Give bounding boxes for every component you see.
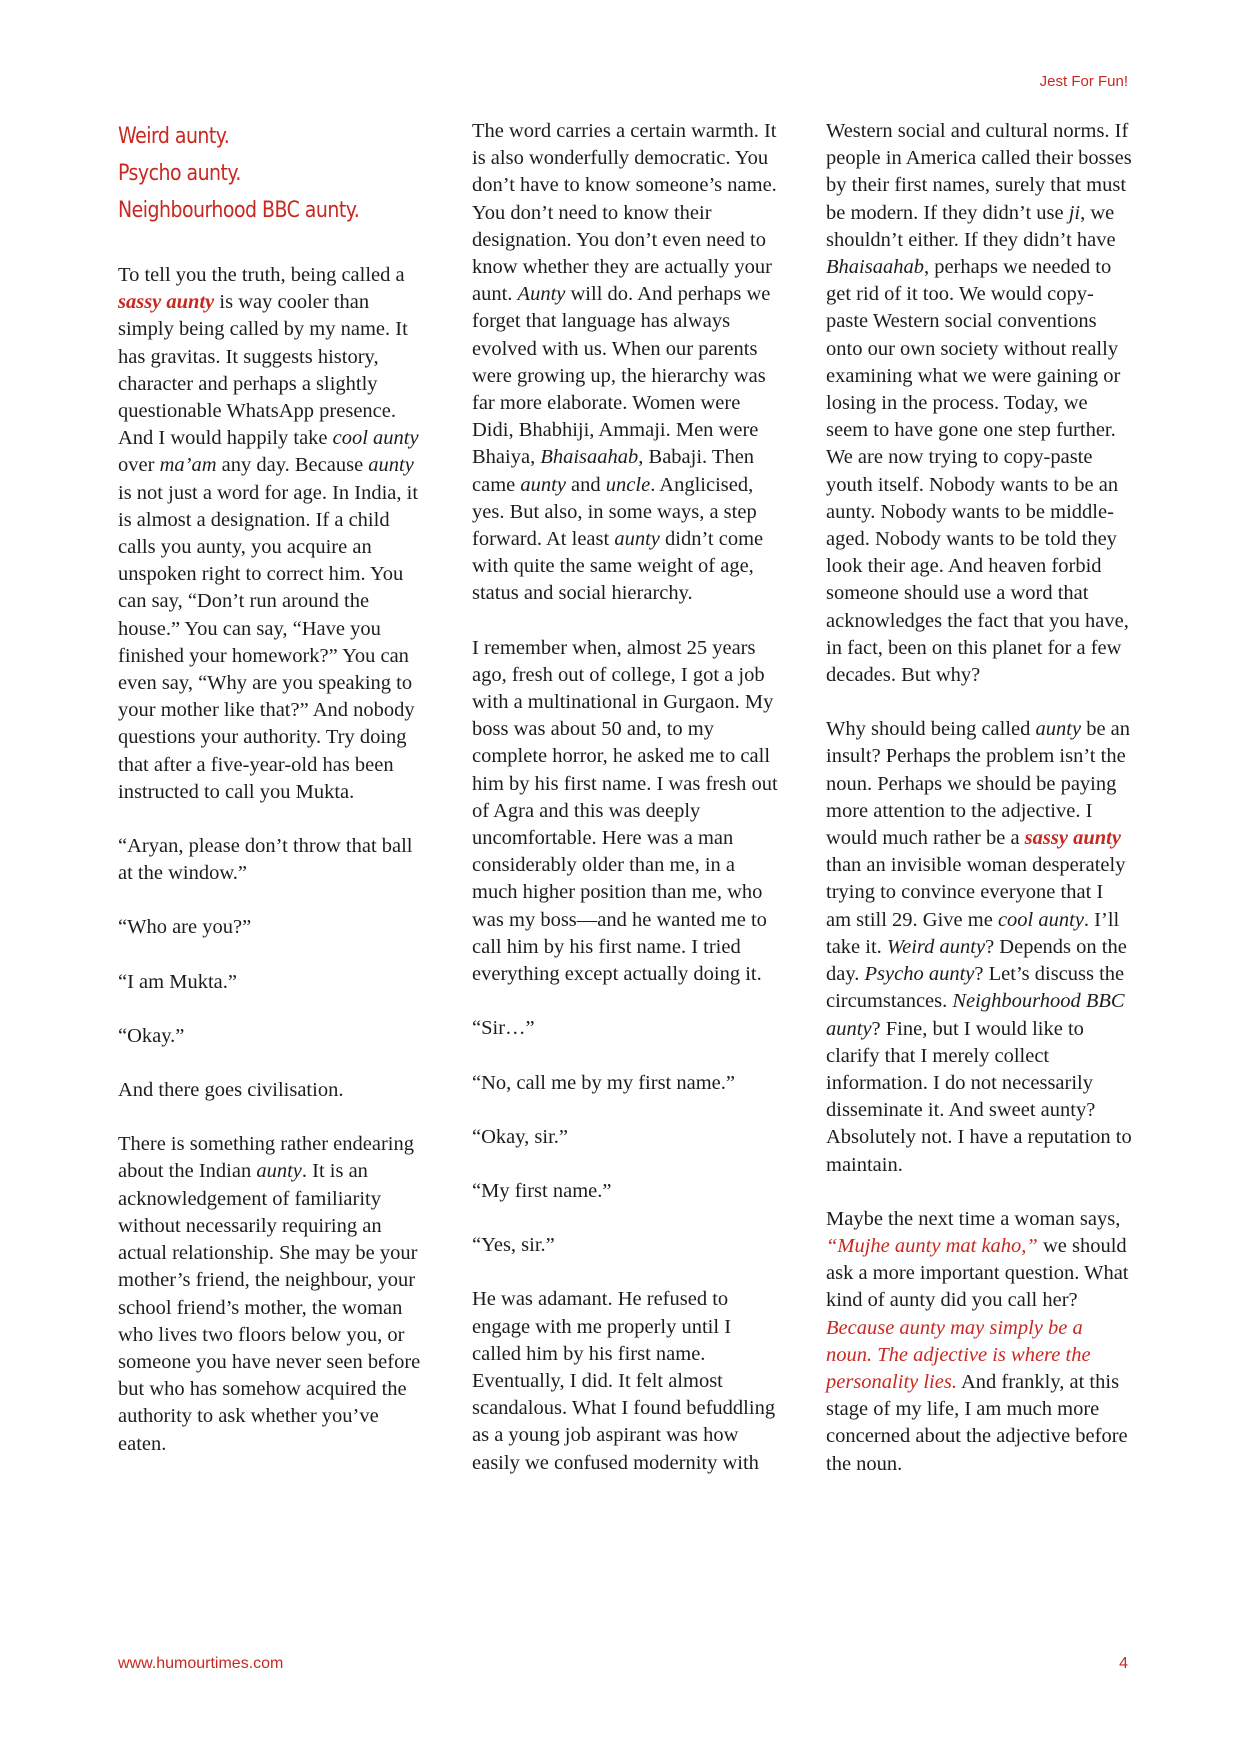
text-run: is way cooler than simply being called by my name. It has gravitas. It suggests history, character and perhaps a slightly questionable WhatsApp presence. And I would happily take: [118, 291, 408, 450]
italic-text: Weird aunty: [886, 935, 986, 958]
text-run: Why should being called: [826, 718, 1036, 741]
italic-text: uncle: [605, 473, 651, 496]
dialogue-line: “Okay, sir.”: [472, 1125, 569, 1148]
text-run: we should ask a more important question. What kind of aunty did you call her?: [826, 1234, 1129, 1312]
italic-text: ji: [1068, 201, 1081, 224]
paragraph: [472, 118, 778, 608]
italic-text: ma’am: [159, 454, 217, 477]
text-run: ? Depends on the day.: [826, 935, 1127, 986]
dialogue-line: “Sir…”: [472, 1017, 535, 1040]
text-run: And frankly, at this stage of my life, I am much more concerned about the adjective before the noun.: [826, 1370, 1128, 1475]
paragraph: [826, 716, 1132, 1178]
paragraph: And there goes civilisation.: [118, 1079, 344, 1102]
dialogue-line: “My first name.”: [472, 1179, 612, 1202]
text-run: ? Let’s discuss the circumstances.: [826, 963, 1125, 1013]
text-run: Western social and cultural norms. If people in America called their bosses by their first names, surely that must be modern. If they didn’t use: [826, 120, 1132, 224]
italic-text: aunty: [520, 473, 566, 496]
text-run: is not just a word for age. In India, it is almost a designation. If a child calls you aunty, you acquire an unspoken right to correct him. You can say, “Don’t run around the house.” You can say, “Have you finished your homework?” You can even say, “Why are you speaking to your mother like that?” And nobody questions your authority. Try doing that after a five-year-old has been instructed to call you Mukta.: [118, 481, 419, 803]
highlight-text: sassy aunty: [1024, 827, 1121, 850]
text-run: be an insult? Perhaps the problem isn’t the noun. Perhaps we should be paying more attention to the adjective. I would much rather be a: [826, 718, 1131, 850]
text-run: ? Fine, but I would like to clarify that I merely collect information. I do not necessarily disseminate it. And sweet aunty? Absolutely not. I have a reputation to maintain.: [826, 1017, 1132, 1176]
text-run: didn’t come with quite the same weight of age, status and social hierarchy.: [472, 528, 764, 605]
paragraph: I remember when, almost 25 years ago, fresh out of college, I got a job with a multinational in Gurgaon. My boss was about 50 and, to my complete horror, he asked me to call him by his first name. I was fresh out of Agra and this was deeply uncomfortable. Here was a man considerably older than me, in a much higher position than me, who was my boss—and he wanted me to call him by his first name. I tried everything except actually doing it.: [472, 636, 778, 986]
italic-text: Aunty: [517, 283, 566, 306]
text-run: . I’ll take it.: [826, 908, 1120, 958]
italic-text: Bhaisaahab: [826, 256, 924, 279]
text-run: To tell you the truth, being called a: [118, 264, 405, 286]
text-run: over: [118, 454, 160, 477]
text-run: , perhaps we needed to get rid of it too. We would copy-paste Western social conventions onto our own society without really examining what we were gaining or losing in the process. Today, we seem to have gone one step further. We are now trying to copy-paste youth itself. Nobody wants to be an aunty. Nobody wants to be middle-aged. Nobody wants to be told they look their age. And heaven forbid someone should use a word that acknowledges the fact that you have, in fact, been on this planet for a few decades. But why?: [826, 256, 1129, 687]
italic-text: Neighbourhood BBC aunty: [826, 990, 1125, 1040]
italic-text: aunty: [614, 528, 660, 551]
paragraph: [826, 118, 1132, 689]
text-run: any day. Because: [216, 454, 369, 477]
text-run: , we shouldn’t either. If they didn’t have: [826, 201, 1116, 251]
dialogue-line: “Yes, sir.”: [472, 1234, 555, 1257]
article-column-2: [472, 118, 778, 1504]
text-run: . It is an acknowledgement of familiarity without necessarily requiring an actual relationship. She may be your mother’s friend, the neighbour, your school friend’s mother, the woman who lives two floors below you, or someone you have never seen before but who has somehow acquired the authority to ask whether you’ve eaten.: [118, 1160, 421, 1455]
paragraph: He was adamant. He refused to engage with me properly until I called him by his first name. Eventually, I did. It felt almost scandalous. What I found befuddling as a young job aspirant was how easily we confused modernity with: [472, 1288, 776, 1474]
italic-text: Psycho aunty: [864, 963, 975, 986]
italic-text: aunty: [256, 1160, 302, 1183]
paragraph: [118, 1131, 424, 1457]
text-run: , Babaji. Then came: [472, 446, 755, 496]
text-run: Maybe the next time a woman says,: [826, 1207, 1121, 1230]
highlight-quote: “Mujhe aunty mat kaho,”: [826, 1234, 1038, 1257]
footer-website-link[interactable]: www.humourtimes.com: [118, 1655, 284, 1672]
dialogue-line: “Okay.”: [118, 1024, 185, 1047]
dialogue-line: “I am Mukta.”: [118, 970, 237, 993]
text-run: will do. And perhaps we forget that language has always evolved with us. When our parents were growing up, the hierarchy was far more elaborate. Women were Didi, Bhabhiji, Ammaji. Men were Bhaiya,: [472, 283, 771, 469]
highlight-text: sassy aunty: [118, 291, 215, 314]
text-run: There is something rather endearing about the Indian: [118, 1133, 414, 1183]
italic-text: Bhaisaahab: [540, 446, 639, 469]
dialogue-line: “Who are you?”: [118, 916, 252, 939]
headline-line-3: Neighbourhood BBC aunty.: [118, 198, 360, 223]
paragraph: [826, 1206, 1132, 1478]
headline-line-1: Weird aunty.: [118, 124, 230, 149]
italic-text: cool aunty: [332, 427, 419, 450]
page-number: 4: [1119, 1655, 1128, 1672]
text-run: The word carries a certain warmth. It is also wonderfully democratic. You don’t have to know someone’s name. You don’t need to know their designation. You don’t even need to know whether they are actually your aunt.: [472, 120, 777, 306]
headline-line-2: Psycho aunty.: [118, 161, 241, 186]
highlight-quote: Because aunty may simply be a noun. The adjective is where the personality lies.: [826, 1316, 1091, 1393]
article-column-1: [118, 118, 424, 1485]
text-run: than an invisible woman desperately trying to convince everyone that I am still 29. Give me: [826, 854, 1126, 931]
paragraph: [118, 262, 424, 806]
dialogue-line: “No, call me by my first name.”: [472, 1071, 735, 1094]
italic-text: aunty: [368, 454, 414, 477]
text-run: and: [565, 473, 606, 496]
section-tag: Jest For Fun!: [1039, 73, 1128, 90]
italic-text: aunty: [1035, 718, 1082, 741]
article-column-3: [826, 118, 1132, 1505]
headline-block: [118, 118, 381, 229]
dialogue-line: “Aryan, please don’t throw that ball at the window.”: [118, 835, 413, 885]
text-run: . Anglicised, yes. But also, in some ways, a step forward. At least: [472, 473, 757, 551]
italic-text: cool aunty: [997, 908, 1084, 931]
